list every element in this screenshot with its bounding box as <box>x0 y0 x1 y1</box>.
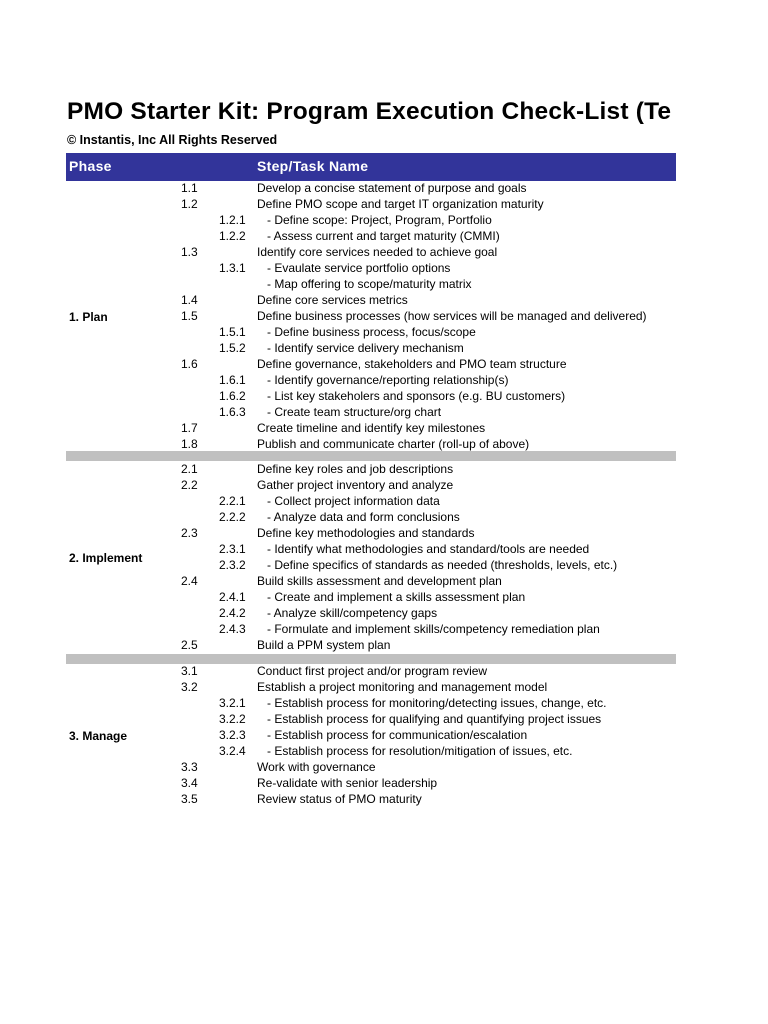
task-name: - Identify governance/reporting relationship(s) <box>257 373 509 387</box>
table-row <box>66 341 676 357</box>
task-name: Review status of PMO maturity <box>257 792 422 806</box>
table-row <box>66 776 676 792</box>
table-row <box>66 590 676 606</box>
task-name: - Identify service delivery mechanism <box>257 341 464 355</box>
substep-number: 3.2.4 <box>219 744 246 758</box>
phase-label: 3. Manage <box>69 729 128 743</box>
table-header <box>66 153 676 181</box>
task-name: - Define business process, focus/scope <box>257 325 476 339</box>
substep-number: 1.5.2 <box>219 341 246 355</box>
substep-number: 1.3.1 <box>219 261 246 275</box>
step-number: 2.3 <box>181 526 198 540</box>
table-row <box>66 261 676 277</box>
phase-section <box>66 462 676 654</box>
substep-number: 2.3.2 <box>219 558 246 572</box>
table-row <box>66 542 676 558</box>
table-row <box>66 293 676 309</box>
copyright-notice: © Instantis, Inc All Rights Reserved <box>67 133 278 147</box>
table-row <box>66 792 676 808</box>
task-name: Create timeline and identify key milestones <box>257 421 486 435</box>
substep-number: 2.4.3 <box>219 622 246 636</box>
task-name: Define core services metrics <box>257 293 408 307</box>
table-row <box>66 181 676 197</box>
task-name: - Assess current and target maturity (CMMI) <box>257 229 500 243</box>
task-name: - Evaulate service portfolio options <box>257 261 451 275</box>
step-number: 2.2 <box>181 478 198 492</box>
substep-number: 1.2.1 <box>219 213 246 227</box>
step-number: 3.5 <box>181 792 198 806</box>
substep-number: 1.5.1 <box>219 325 246 339</box>
task-name: Define key methodologies and standards <box>257 526 475 540</box>
task-name: Define business processes (how services will be managed and delivered) <box>257 309 647 323</box>
substep-number: 2.2.2 <box>219 510 246 524</box>
step-number: 1.5 <box>181 309 198 323</box>
substep-number: 1.6.1 <box>219 373 246 387</box>
table-row <box>66 744 676 760</box>
step-number: 1.6 <box>181 357 198 371</box>
step-number: 3.2 <box>181 680 198 694</box>
task-name: - Collect project information data <box>257 494 440 508</box>
table-row <box>66 229 676 245</box>
table-row <box>66 277 676 293</box>
task-name: Build skills assessment and development plan <box>257 574 502 588</box>
step-number: 1.7 <box>181 421 198 435</box>
task-name: Publish and communicate charter (roll-up of above) <box>257 437 530 451</box>
substep-number: 3.2.1 <box>219 696 246 710</box>
substep-number: 1.2.2 <box>219 229 246 243</box>
substep-number: 1.6.3 <box>219 405 246 419</box>
table-row <box>66 405 676 421</box>
task-name: - Create and implement a skills assessment plan <box>257 590 526 604</box>
header-step-task-name: Step/Task Name <box>257 158 369 174</box>
page-title: PMO Starter Kit: Program Execution Check-List (Te <box>67 98 672 125</box>
step-number: 1.4 <box>181 293 198 307</box>
table-row <box>66 197 676 213</box>
table-row <box>66 510 676 526</box>
step-number: 1.1 <box>181 181 198 195</box>
task-name: - Identify what methodologies and standard/tools are needed <box>257 542 590 556</box>
task-name: Define key roles and job descriptions <box>257 462 454 476</box>
table-row <box>66 558 676 574</box>
substep-number: 2.4.1 <box>219 590 246 604</box>
substep-number: 2.4.2 <box>219 606 246 620</box>
task-name: - Establish process for communication/escalation <box>257 728 528 742</box>
table-row <box>66 664 676 680</box>
step-number: 3.1 <box>181 664 198 678</box>
task-name: - Establish process for qualifying and quantifying project issues <box>257 712 602 726</box>
table-row <box>66 245 676 261</box>
table-row <box>66 421 676 437</box>
table-row <box>66 712 676 728</box>
table-row <box>66 389 676 405</box>
task-name: - Establish process for resolution/mitigation of issues, etc. <box>257 744 573 758</box>
phase-label: 1. Plan <box>69 310 108 324</box>
task-name: Establish a project monitoring and management model <box>257 680 548 694</box>
substep-number: 1.6.2 <box>219 389 246 403</box>
task-name: Re-validate with senior leadership <box>257 776 438 790</box>
step-number: 2.4 <box>181 574 198 588</box>
task-name: - Create team structure/org chart <box>257 405 442 419</box>
step-number: 3.3 <box>181 760 198 774</box>
table-row <box>66 606 676 622</box>
substep-number: 3.2.2 <box>219 712 246 726</box>
table-row <box>66 213 676 229</box>
task-name: - Formulate and implement skills/competency remediation plan <box>257 622 600 636</box>
table-row <box>66 357 676 373</box>
table-row <box>66 478 676 494</box>
task-name: Work with governance <box>257 760 376 774</box>
table-row <box>66 325 676 341</box>
task-name: Identify core services needed to achieve goal <box>257 245 498 259</box>
table-row <box>66 638 676 654</box>
table-row <box>66 760 676 776</box>
table-row <box>66 696 676 712</box>
step-number: 1.8 <box>181 437 198 451</box>
task-name: Gather project inventory and analyze <box>257 478 454 492</box>
table-row <box>66 437 676 453</box>
task-name: - Define scope: Project, Program, Portfolio <box>257 213 492 227</box>
task-name: - List key stakeholers and sponsors (e.g. BU customers) <box>257 389 566 403</box>
task-name: - Analyze data and form conclusions <box>257 510 460 524</box>
phase-section <box>66 181 676 453</box>
task-name: - Map offering to scope/maturity matrix <box>257 277 472 291</box>
section-separator <box>66 654 676 664</box>
table-row <box>66 622 676 638</box>
table-row <box>66 574 676 590</box>
step-number: 1.2 <box>181 197 198 211</box>
substep-number: 2.3.1 <box>219 542 246 556</box>
step-number: 2.1 <box>181 462 198 476</box>
task-name: - Establish process for monitoring/detecting issues, change, etc. <box>257 696 607 710</box>
table-row <box>66 680 676 696</box>
substep-number: 2.2.1 <box>219 494 246 508</box>
table-row <box>66 462 676 478</box>
phase-section <box>66 664 676 808</box>
table-row <box>66 373 676 389</box>
task-name: Develop a concise statement of purpose and goals <box>257 181 527 195</box>
phase-label: 2. Implement <box>69 551 143 565</box>
table-row <box>66 494 676 510</box>
task-name: Conduct first project and/or program review <box>257 664 488 678</box>
task-name: Define PMO scope and target IT organization maturity <box>257 197 544 211</box>
table-row <box>66 526 676 542</box>
header-phase: Phase <box>69 158 112 174</box>
table-row <box>66 728 676 744</box>
step-number: 2.5 <box>181 638 198 652</box>
task-name: Define governance, stakeholders and PMO team structure <box>257 357 567 371</box>
substep-number: 3.2.3 <box>219 728 246 742</box>
task-name: Build a PPM system plan <box>257 638 391 652</box>
step-number: 3.4 <box>181 776 198 790</box>
step-number: 1.3 <box>181 245 198 259</box>
task-name: - Define specifics of standards as needed (thresholds, levels, etc.) <box>257 558 618 572</box>
task-name: - Analyze skill/competency gaps <box>257 606 438 620</box>
table-row <box>66 309 676 325</box>
